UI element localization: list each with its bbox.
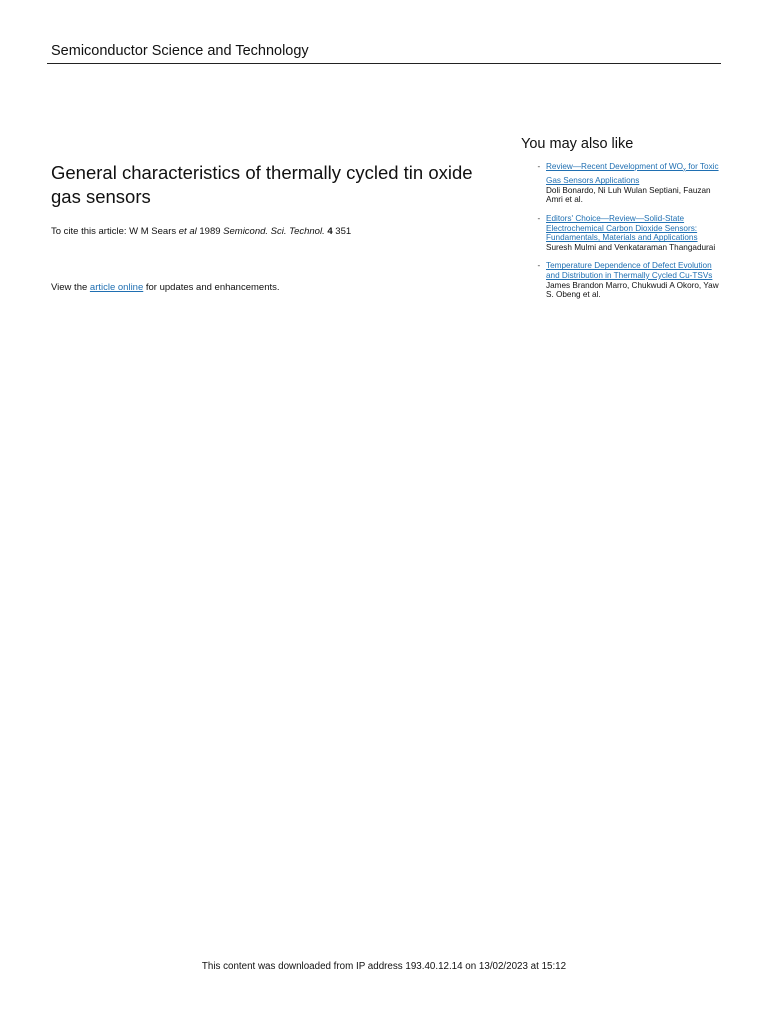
related-article-authors: Suresh Mulmi and Venkataraman Thangadurai: [546, 242, 716, 252]
related-title-part: Review—Recent Development of WO: [546, 162, 683, 171]
header-rule: [47, 63, 721, 64]
related-title-rest: for Toxic Gas Sensors Applications: [546, 162, 719, 186]
cite-etal: et al: [178, 226, 197, 237]
related-article-item: [538, 214, 720, 252]
related-article-link[interactable]: Editors' Choice—Review—Solid-State Electrochemical Carbon Dioxide Sensors: Fundamentals, Materials and Applications: [546, 214, 698, 243]
list-dash: -: [537, 261, 541, 271]
related-article-item: [538, 162, 720, 205]
view-online-line: [51, 282, 491, 294]
related-article-authors: James Brandon Marro, Chukwudi A Okoro, Yaw S. Obeng et al.: [546, 280, 719, 300]
cite-volume: 4: [327, 226, 333, 237]
cite-year: 1989: [196, 226, 224, 237]
related-articles-list: [538, 162, 720, 309]
cite-journal: Semicond. Sci. Technol.: [223, 226, 325, 237]
list-dash: -: [537, 214, 541, 224]
citation-line: [51, 226, 491, 238]
you-may-also-like-heading: You may also like: [521, 136, 634, 152]
related-article-authors: Doli Bonardo, Ni Luh Wulan Septiani, Fauzan Amri et al.: [546, 185, 711, 205]
article-online-link[interactable]: article online: [89, 282, 144, 293]
cite-prefix: To cite this article: W M Sears: [51, 226, 179, 237]
download-footer: This content was downloaded from IP address 193.40.12.14 on 13/02/2023 at 15:12: [201, 961, 567, 972]
article-title: General characteristics of thermally cycled tin oxide gas sensors: [51, 162, 473, 207]
related-title-sub: x: [682, 167, 686, 174]
view-prefix: View the: [51, 282, 90, 293]
journal-name: Semiconductor Science and Technology: [51, 43, 309, 59]
related-article-item: [538, 261, 720, 299]
cite-page: 351: [332, 226, 352, 237]
related-article-link[interactable]: [546, 162, 720, 186]
view-suffix: for updates and enhancements.: [143, 282, 280, 293]
related-article-link[interactable]: Temperature Dependence of Defect Evolution and Distribution in Thermally Cycled Cu-TSVs: [546, 261, 713, 280]
list-dash: -: [537, 162, 541, 171]
